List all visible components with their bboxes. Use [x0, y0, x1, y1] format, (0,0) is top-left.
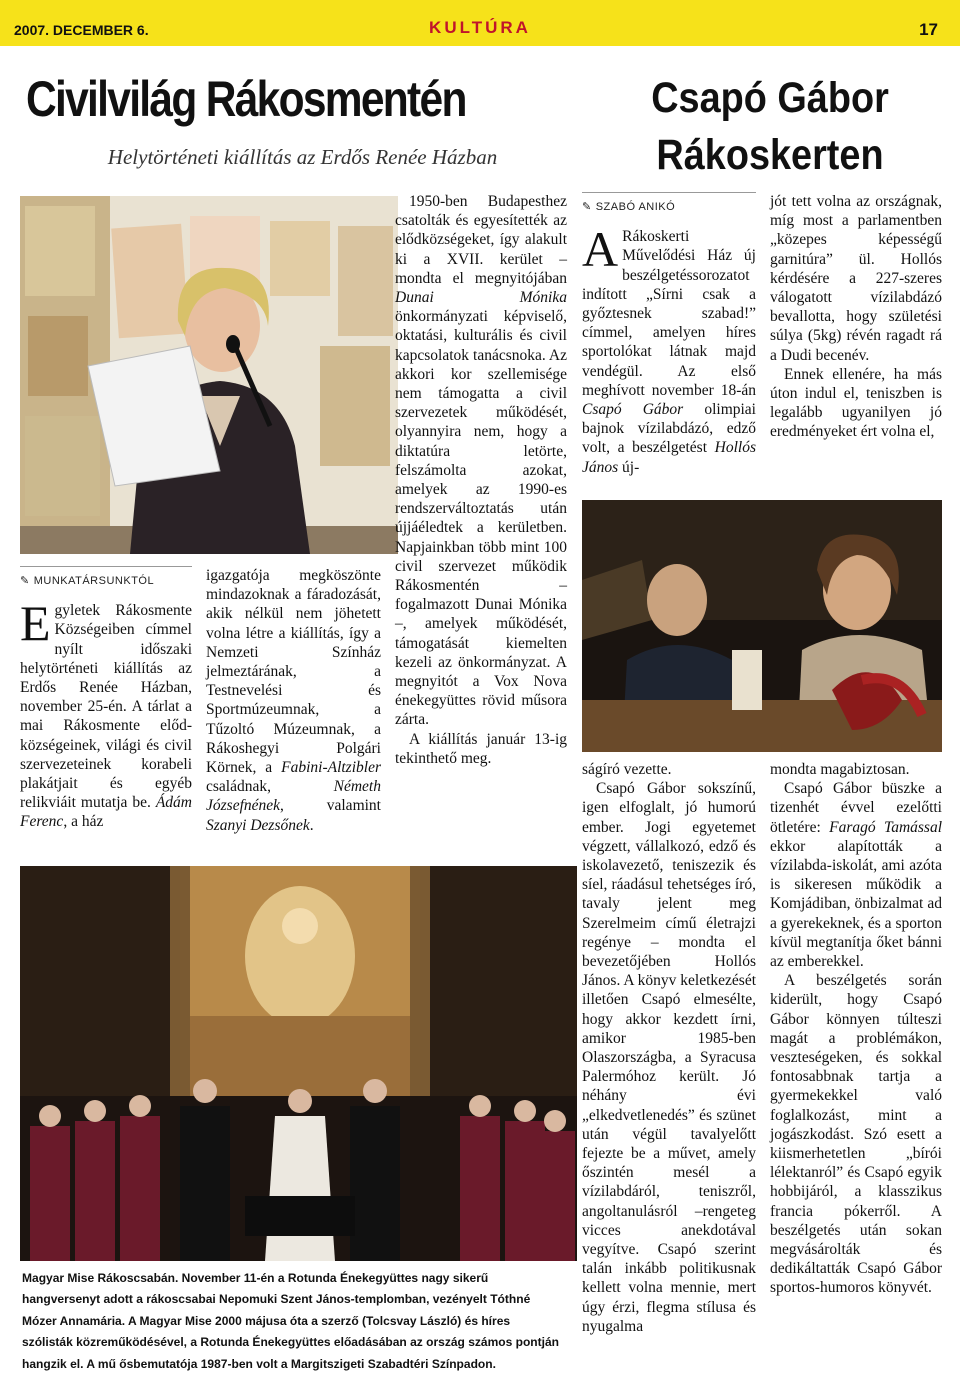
page-number: 17	[919, 20, 938, 39]
interview-photo	[582, 500, 942, 752]
choir-concert-photo	[20, 866, 577, 1261]
article1-closing: A kiállítás január 13-ig tekinthető meg.	[395, 730, 567, 767]
article1-column-1: ✎ MUNKATÁRSUNKTÓL E gyletek Rákosmente Községeiben címmel nyílt időszaki helytörténeti kiállítás az Erdős Renée Házban, november 25-én. A tárlat a mai Rákosmente elődközségeinek, világi és civil szervezeteinek korabeli plakátjait és egyéb relikviáit mutatja be. Ádám Ferenc, a ház	[20, 566, 192, 832]
pen-icon: ✎	[20, 575, 30, 587]
article1-dropcap: E	[20, 595, 51, 652]
exhibition-photo	[20, 196, 398, 554]
article2-dropcap: A	[582, 221, 619, 278]
issue-date: 2007. DECEMBER 6.	[14, 22, 149, 38]
article1-col1-name: Ádám Ferenc	[20, 794, 192, 831]
article2-column-2: jót tett volna az országnak, míg most a parlamentben „közepes képességű garnitúra” ül. Hollós kérdésére a 227-szeres válogatott vízilabdázó bevallotta, hogy születési súlya (5kg) révén ragadt rá a Dudi becenév. Ennek ellenére, ha más úton indul el, teniszben is legalább ugyanilyen jó eredményeket ért volna el,	[770, 193, 942, 441]
article1-column-3: 1950-ben Budapesthez csatolták és egyesítették az elődközségeket, így alakult ki a XVII. kerület – mondta el megnyitójában Dunai Mónika önkormányzati képviselő, oktatási, kulturális és civil kapcsolatok tanácsnoka. Az akkori kor szellemisége nem támogatta a civil szervezetek működését, olyannyira nem, hogy a diktatúra letörte, felszámolta azokat, amelyek az 1990-es rendszerváltoztatás után újjáéledtek a kerületben. Napjainkban több mint 100 civil szervezet működik Rákosmentén – fogalmazott Dunai Mónika –, amelyek működését, támogatását kiemelten kezeli az önkormányzat. A megnyitót a Vox Nova énekegyüttes rövid műsora zárta. A kiállítás január 13-ig tekinthető meg.	[395, 193, 567, 767]
article2-column-1: ✎ SZABÓ ANIKÓ A Rákoskerti Művelődési Ház új beszélgetéssorozatot indított „Sírni csak a győztesnek szabad!” címmel, amelyen híres sportolókat látnak majd vendégül. Az első meghívott november 18-án Csapó Gábor olimpiai bajnok vízilabdázó, edző volt, a beszélgetést Hollós János új-	[582, 192, 756, 477]
pen-icon: ✎	[582, 201, 592, 213]
article2-column-4: mondta magabiztosan. Csapó Gábor büszke a tizenhét évvel ezelőtti ötletére: Faragó Tamással ekkor alapították a vízilabda-iskolát, ami azóta is sikeresen működik a Komjádiban, önbizalmat ad a gyerekeknek, és a sporton kívül megtanítja őket bánni az emberekkel. A beszélgetés során kiderült, hogy Csapó Gábor könnyen túlteszi magát a problémákon, veszteségeken, és sokkal fontosabbnak tartja a gyermekekkel való foglalkozást, mint a jogászkodást. Szó esett a kiismerhetetlen „bírói lélektanról” és Csapó egyik hobbijáról, a klasszikus francia pókerről. A beszélgetés után sokan megvásárolták és dedikáltatták Csapó Gábor sportos-humoros könyvét.	[770, 761, 943, 1297]
photo-caption: Magyar Mise Rákoscsabán. November 11-én a Rotunda Énekegyüttes nagy sikerű hangversenyt adott a rákoscsabai Nepomuki Szent János-templomban, vezényelt Tóthné Mózer Annamária. A Magyar Mise 2000 májusa óta a szerző (Tolcsvay László) és híres szólisták közreműködésével, a Rotunda Énekegyüttes előadásában az ország számos pontján hangzik el. A mű ősbemutatója 1987-ben volt a Margitszigeti Szabadtéri Színpadon.	[22, 1271, 560, 1371]
article1-col1-text: gyletek Rákosmente Községeiben címmel nyílt időszaki helytörténeti kiállítás az Erdős Renée Házban, november 25-én. A tárlat a mai Rákosmente elődközségeinek, világi és civil szervezeteinek korabeli plakátjait és egyéb relikviáit mutatja be.	[20, 602, 192, 812]
article1-subtitle: Helytörténeti kiállítás az Erdős Renée Házban	[107, 145, 498, 169]
page-header	[0, 0, 960, 46]
article2-title: Csapó Gábor Rákoskerten	[651, 74, 889, 179]
section-title: KULTÚRA	[429, 18, 531, 37]
article1-byline: ✎ MUNKATÁRSUNKTÓL	[20, 566, 192, 591]
article1-column-2: igazgatója megköszönte mindazoknak a fáradozását, akik nélkül nem jöhetett volna létre a kiállítás, így a Nemzeti Színház jelmeztárának, a Testnevelési és Sportmúzeumnak, a Tűzoltó Múzeumnak, a Rákoshegyi Polgári Körnek, a Fabini-Altzibler családnak, Németh Józsefnének, valamint Szanyi Dezsőnek.	[206, 567, 381, 834]
article1-title: Civilvilág Rákosmentén	[26, 71, 466, 127]
article2-byline: ✎ SZABÓ ANIKÓ	[582, 192, 756, 217]
article2-column-3: ságíró vezette. Csapó Gábor sokszínű, igen elfoglalt, jó humorú ember. Jogi egyetemet végzett, vállalkozó, edző és iskolavezető, teniszezik és síel, ráadásul tehetséges író, tavaly jelent meg Szerelmeim című életrajzi regénye – mondta el bevezetőjében Hollós János. A könyv keletkezését illetően Csapó elmesélte, hogy akkor kezdett írni, amikor 1985-ben Olaszországba, a Syracusa Palermóhoz került. Jó néhány évi „elkedvetlenedés” és szünet után végül tavalyelőtt fejezte be a művet, amely őszintén mesél a vízilabdáról, teniszről, angoltanulásról –rengeteg vicces anekdotával vegyítve. Csapó szerint talán inkább politikusnak kellett volna mennie, mert úgy érzi, flegma stílusa és nyugalma	[582, 761, 756, 1335]
